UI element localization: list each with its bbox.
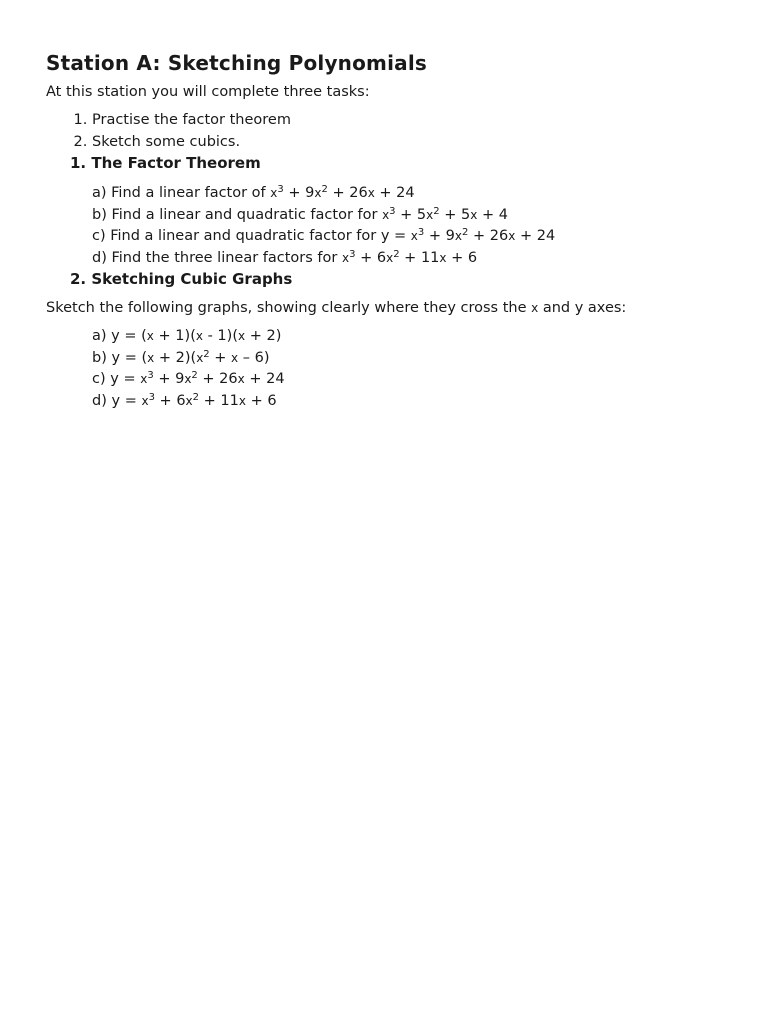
instruction-text: Sketch the following graphs, showing clearly where they cross the x and y axes: [46, 300, 627, 316]
sketching-questions [46, 326, 736, 412]
intro-text: At this station you will complete three tasks: [46, 84, 370, 100]
factor-theorem-questions [46, 183, 736, 269]
question-expression: $y = (x + 2)(x^2 + x - 6)$ [111, 348, 270, 366]
question-expression: $x^3 + 5x^2 + 5x + 4$ [382, 205, 508, 223]
question-label: a) Find a linear factor of [92, 185, 266, 201]
question-item [92, 226, 736, 248]
question-label: d) [92, 392, 107, 409]
question-label: a) [92, 328, 107, 344]
question-item [92, 348, 736, 370]
question-label: b) Find a linear and quadratic factor for [92, 206, 378, 223]
question-item [92, 183, 736, 205]
question-expression: $x^3 + 9x^2 + 26x + 24$ [270, 184, 415, 201]
question-item [92, 205, 736, 227]
question-expression: $y = x^3 + 9x^2 + 26x + 24$ [110, 370, 285, 387]
question-label: b) [92, 349, 107, 366]
page-title: Station A: Sketching Polynomials [46, 51, 428, 75]
section-heading-factor-theorem: 1. The Factor Theorem [70, 154, 261, 172]
question-expression: $x^3 + 6x^2 + 11x + 6$ [341, 248, 478, 266]
question-item [92, 369, 736, 391]
task-list [46, 110, 736, 153]
section-heading-sketching-cubics: 2. Sketching Cubic Graphs [70, 270, 293, 288]
question-label: c) Find a linear and quadratic factor for [92, 228, 377, 244]
task-item: 2. Sketch some cubics. [92, 132, 736, 154]
question-expression: y = (x + 1)(x - 1)(x + 2) [111, 328, 282, 344]
worksheet-page [46, 50, 736, 412]
question-label: c) [92, 371, 106, 387]
question-item [92, 326, 736, 348]
question-expression: $y = x^3 + 6x^2 + 11x + 6$ [111, 391, 277, 409]
question-item [92, 248, 736, 270]
question-expression: $y = x^3 + 9x^2 + 26x + 24$ [380, 227, 556, 244]
question-item [92, 391, 736, 413]
question-label: d) Find the three linear factors for [92, 249, 338, 266]
task-item: 1. Practise the factor theorem [92, 110, 736, 132]
